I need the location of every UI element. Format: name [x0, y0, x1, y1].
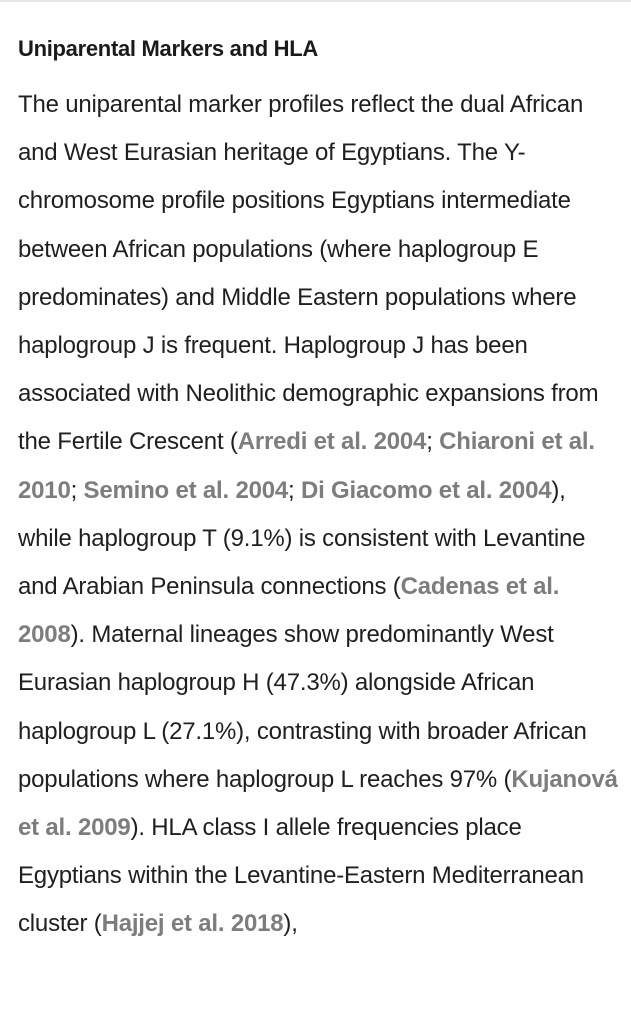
- body-paragraph: [18, 81, 618, 949]
- paragraph-text: The uniparental marker profiles reflect the dual African and West Eurasian heritage of Egyptians. The Y-chromosome profile positions Egyptians intermediate between African populations (where haplogroup E predominates) and Middle Eastern populations where haplogroup J is frequent. Haplogroup J has been associated with Neolithic demographic expansions from the Fertile Crescent (: [18, 91, 599, 456]
- paragraph-text: ),: [283, 910, 298, 938]
- citation-link-cadenas-2008[interactable]: Cadenas et al. 2008: [18, 573, 560, 649]
- section-heading: Uniparental Markers and HLA: [18, 36, 318, 61]
- paragraph-text: ), while haplogroup T (9.1%) is consistent with Levantine and Arabian Peninsula connections (: [18, 476, 586, 601]
- top-divider: [0, 0, 631, 2]
- citation-link-semino-2004[interactable]: Semino et al. 2004: [83, 476, 289, 504]
- citation-link-chiaroni-2010[interactable]: Chiaroni et al. 2010: [18, 428, 595, 504]
- paragraph-text: ;: [70, 476, 84, 504]
- article-section: [18, 30, 618, 949]
- citation-link-hajjej-2018[interactable]: Hajjej et al. 2018: [101, 910, 284, 938]
- paragraph-text: ;: [426, 428, 440, 456]
- citation-link-di-giacomo-2004[interactable]: Di Giacomo et al. 2004: [300, 476, 552, 504]
- paragraph-text: ). HLA class I allele frequencies place Egyptians within the Levantine-Eastern Mediterranean cluster (: [18, 814, 584, 938]
- citation-link-kujanova-2009[interactable]: Kujanová et al. 2009: [18, 765, 618, 842]
- paragraph-text: ;: [288, 476, 301, 504]
- paragraph-text: ). Maternal lineages show predominantly West Eurasian haplogroup H (47.3%) alongside African haplogroup L (27.1%), contrasting with broader African populations where haplogroup L reaches 97% (: [18, 621, 587, 793]
- citation-link-arredi-2004[interactable]: Arredi et al. 2004: [237, 428, 427, 456]
